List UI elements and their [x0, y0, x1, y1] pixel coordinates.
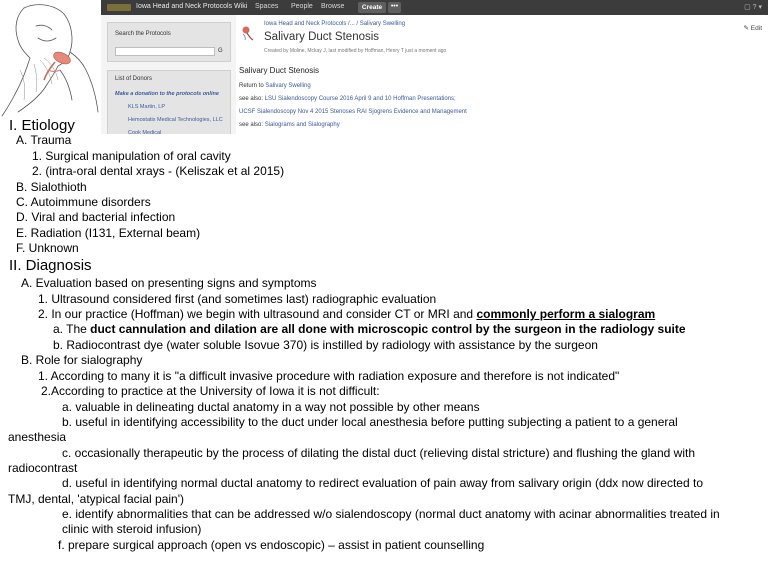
search-panel-title: Search the Protocols: [115, 31, 171, 37]
diagnosis-item-b2: 2.According to practice at the University of Iowa it is not difficult:: [41, 384, 380, 398]
diagnosis-item-b2e: e. identify abnormalities that can be addressed w/o sialendoscopy (normal duct anatomy with acinar abnormalities treated in: [62, 507, 720, 521]
wiki-topbar: [101, 0, 768, 15]
page-metadata: Created by Moline, Mckay J, last modified by Hoffman, Henry T just a moment ago: [264, 48, 447, 54]
diagnosis-item-a2: [38, 307, 655, 321]
donor-link[interactable]: KLS Martin, LP: [128, 104, 165, 110]
diagnosis-item-a2-text: 2. In our practice (Hoffman) we begin with ultrasound and consider CT or MRI and: [38, 307, 477, 321]
salivary-gland-icon: [241, 25, 255, 41]
wiki-app-title[interactable]: Iowa Head and Neck Protocols Wiki: [136, 3, 248, 10]
link-prefix: see also:: [239, 122, 265, 128]
link-prefix: see also:: [239, 96, 265, 102]
diagnosis-item-b2c: c. occasionally therapeutic by the process of dilating the distal duct (relieving distal stricture) and flushing the gland with: [62, 446, 696, 460]
diagnosis-item-b2d-cont: TMJ, dental, 'atypical facial pain'): [8, 492, 184, 506]
etiology-item-a: A. Trauma: [16, 133, 72, 147]
search-input[interactable]: [115, 47, 215, 56]
head-neck-anatomy-illustration: [0, 0, 100, 118]
donor-link[interactable]: Cook Medical: [128, 130, 162, 134]
diagnosis-item-a2a-emphasis: duct cannulation and dilation are all done with microscopic control by the surgeon in the radiology suite: [90, 322, 686, 336]
donors-panel-title: List of Donors: [115, 76, 153, 82]
diagnosis-item-b: B. Role for sialography: [21, 353, 143, 367]
donor-link[interactable]: Hemostatix Medical Technologies, LLC: [128, 117, 223, 123]
topbar-icons[interactable]: ▢ ? ▾: [744, 4, 762, 11]
more-button[interactable]: •••: [388, 2, 401, 13]
diagnosis-item-b2f: f. prepare surgical approach (open vs endoscopic) – assist in patient counselling: [58, 538, 485, 552]
diagnosis-item-a2b: b. Radiocontrast dye (water soluble Isovue 370) is instilled by radiology with assistance by the surgeon: [53, 338, 598, 352]
wiki-logo[interactable]: [107, 4, 131, 11]
edit-label: Edit: [750, 25, 762, 32]
nav-people[interactable]: People: [291, 3, 313, 10]
diagnosis-item-a: A. Evaluation based on presenting signs and symptoms: [21, 276, 317, 290]
related-link[interactable]: UCSF Sialendoscopy Nov 4 2015 Stenoses RAI Sjogrens Evidence and Management: [239, 109, 467, 115]
etiology-item-f: F. Unknown: [16, 241, 79, 255]
diagnosis-item-a2a: [53, 322, 686, 336]
related-link[interactable]: Salivary Swelling: [265, 83, 311, 89]
related-link[interactable]: LSU Sialendoscopy Course 2016 April 9 and 10 Hoffman Presentations;: [264, 96, 456, 102]
diagnosis-item-a2-emphasis: commonly perform a sialogram: [476, 307, 656, 321]
diagnosis-item-a1: 1. Ultrasound considered first (and sometimes last) radiographic evaluation: [38, 292, 437, 306]
diagnosis-heading: II. Diagnosis: [9, 257, 92, 274]
etiology-item-d: D. Viral and bacterial infection: [16, 210, 176, 224]
donors-panel: [107, 70, 231, 134]
nav-browse[interactable]: Browse: [321, 3, 345, 10]
diagnosis-item-a2a-text: a. The: [53, 322, 91, 336]
etiology-item-c: C. Autoimmune disorders: [16, 195, 151, 209]
diagnosis-item-b2b: b. useful in identifying accessibility to the duct under local anesthesia before putting subjecting a patient to a general: [62, 415, 678, 429]
related-link-line: [239, 83, 311, 89]
diagnosis-item-b2e-cont: clinic with steroid infusion): [62, 522, 202, 536]
nav-spaces[interactable]: Spaces: [255, 3, 279, 10]
etiology-item-e: E. Radiation (I131, External beam): [16, 226, 201, 240]
related-link-line: [239, 96, 456, 102]
wiki-page-content: [236, 15, 768, 134]
diagnosis-item-b2b-cont: anesthesia: [8, 430, 67, 444]
related-link[interactable]: Sialograms and Sialography: [264, 122, 340, 128]
diagnosis-item-b1: 1. According to many it is "a difficult invasive procedure with radiation exposure and therefore is not indicated": [38, 369, 620, 383]
etiology-heading: I. Etiology: [9, 117, 75, 134]
donate-link[interactable]: Make a donation to the protocols online: [115, 91, 219, 97]
create-button[interactable]: Create: [358, 2, 386, 13]
etiology-item-b: B. Sialothioth: [16, 180, 87, 194]
diagnosis-item-b2a: a. valuable in delineating ductal anatomy in a way not possible by other means: [62, 400, 480, 414]
edit-button[interactable]: [744, 24, 762, 32]
related-link-line: [239, 109, 467, 115]
breadcrumb[interactable]: Iowa Head and Neck Protocols /... / Salivary Swelling: [264, 21, 406, 27]
page-title: Salivary Duct Stenosis: [264, 31, 380, 43]
wiki-screenshot: [101, 0, 768, 134]
etiology-item-a2: 2. (intra-oral dental xrays - (Keliszak et al 2015): [32, 164, 285, 178]
search-panel: [107, 22, 231, 62]
wiki-sidebar: [107, 22, 231, 134]
diagnosis-item-b2c-cont: radiocontrast: [8, 461, 78, 475]
search-go-button[interactable]: G: [218, 48, 223, 54]
page-heading: Salivary Duct Stenosis: [239, 66, 320, 75]
pencil-icon: ✎: [743, 25, 751, 32]
link-prefix: Return to: [239, 83, 266, 89]
related-link-line: [239, 122, 340, 128]
etiology-item-a1: 1. Surgical manipulation of oral cavity: [32, 149, 231, 163]
diagnosis-item-b2d: d. useful in identifying normal ductal anatomy to redirect evaluation of pain away from salivary origin (ddx now directed to: [62, 476, 703, 490]
